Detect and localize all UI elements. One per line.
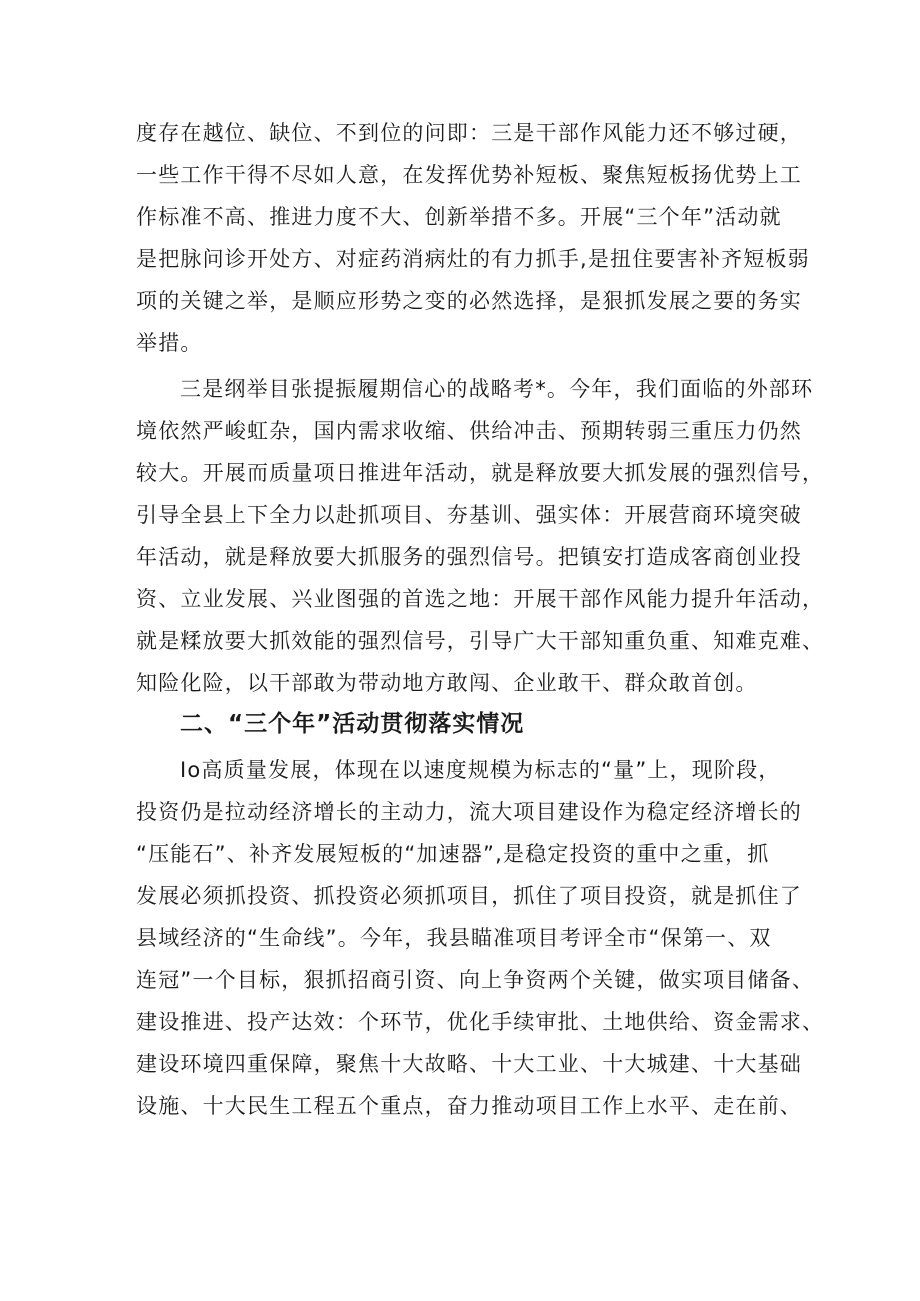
body-line: 设施、十大民生工程五个重点，奋力推动项目工作上水平、走在前、 <box>136 1094 802 1118</box>
body-line: 度存在越位、缺位、不到位的问即：三是干部作风能力还不够过硬， <box>136 121 802 145</box>
body-line-indent: 三是纲举目张提振履期信心的战略考*。今年，我们面临的外部环 <box>180 377 814 401</box>
body-line: 一些工作干得不尽如人意，在发挥优势补短板、聚焦短板扬优势上工 <box>136 163 802 187</box>
body-line: 县域经济的“生命线”。今年，我县瞄准项目考评全市“保第一、双 <box>136 926 772 950</box>
body-line: 作标准不高、推进力度不大、创新举措不多。开展“三个年”活动就 <box>136 205 782 229</box>
body-line: 就是糅放要大抓效能的强烈信号，引导广大干部知重负重、知难克难、 <box>136 629 825 653</box>
body-line-indent: Io高质量发展，体现在以速度规模为标志的“量”上，现阶段， <box>180 758 781 782</box>
body-line: 建设推进、投产达效：个环节，优化手续审批、土地供给、资金需求、 <box>136 1010 825 1034</box>
body-line: 发展必须抓投资、抓投资必须抓项目，抓住了项目投资，就是抓住了 <box>136 884 802 908</box>
body-line: 举措。 <box>136 331 203 355</box>
body-line: 建设环境四重保障，聚焦十大故略、十大工业、十大城建、十大基础 <box>136 1052 802 1076</box>
body-line: 引导全县上下全力以赴抓项目、夯基训、强实体：开展营商环境突破 <box>136 503 802 527</box>
section-heading: 二、“三个年”活动贯彻落实情况 <box>180 711 525 737</box>
body-line: 较大。开展而质量项日推进年活动，就是释放要大抓发展的强烈信号， <box>136 461 825 485</box>
body-line: 境依然严峻虹杂，国内需求收缩、供给冲击、预期转弱三重压力仍然 <box>136 419 802 443</box>
body-line: “压能石”、补齐发展短板的“加速器”,是稳定投资的重中之重，抓 <box>136 842 770 866</box>
body-line: 是把脉问诊开处方、对症药消病灶的有力抓手,是扭住要害补齐短板弱 <box>136 247 810 271</box>
body-line: 项的关键之举，是顺应形势之变的必然选择，是狠抓发展之要的务实 <box>136 289 802 313</box>
body-line: 资、立业发展、兴业图强的首选之地：开展干部作风能力提升年活动， <box>136 587 825 611</box>
body-line: 连冠”一个目标，狠抓招商引资、向上争资两个关键，做实项目储备、 <box>136 968 815 992</box>
body-line: 投资仍是拉动经济增长的主动力，流大项目建设作为稳定经济增长的 <box>136 800 802 824</box>
body-line: 年活动，就是释放要大抓服务的强烈信号。把镇安打造成客商创业投 <box>136 545 802 569</box>
body-line: 知险化险，以干部敢为带动地方敢闯、企业敢干、群众敢首创。 <box>136 671 758 695</box>
